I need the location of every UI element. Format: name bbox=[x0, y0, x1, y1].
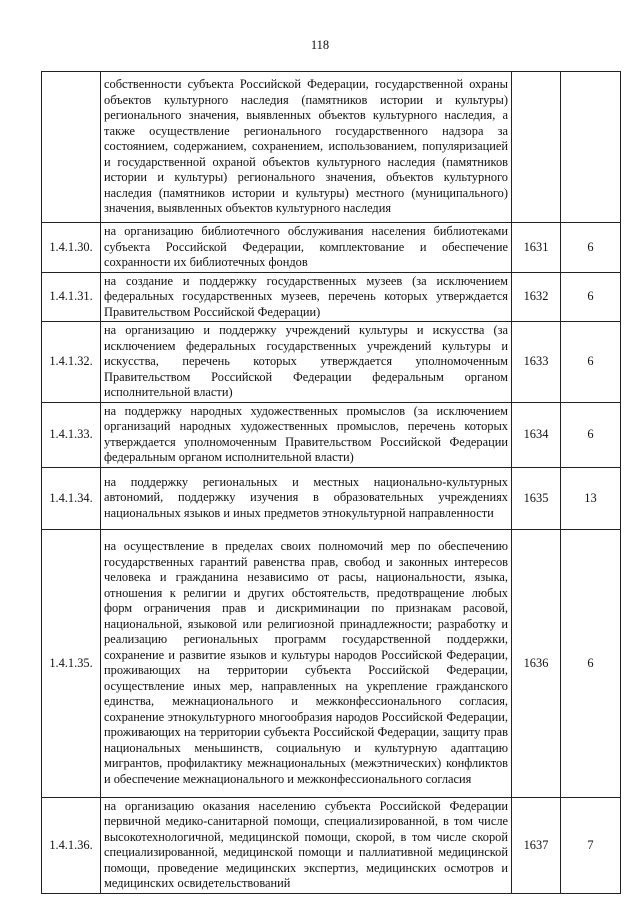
row-value: 6 bbox=[561, 223, 621, 273]
row-number: 1.4.1.32. bbox=[42, 322, 101, 403]
row-value: 7 bbox=[561, 797, 621, 893]
row-description: на организацию и поддержку учреждений культуры и искусства (за исключением федеральных государственных учреждений культуры и искусства, перечень которых утверждается уполномоченным Правительством Российской Федерации федеральным органом исполнительной власти) bbox=[104, 323, 508, 399]
row-description: на поддержку региональных и местных национально-культурных автономий, поддержку изучения в образовательных учреждениях национальных языков и иных предметов этнокультурной направленности bbox=[104, 474, 508, 520]
row-number: 1.4.1.31. bbox=[42, 272, 101, 322]
table-row bbox=[42, 272, 621, 322]
table-row bbox=[42, 72, 621, 223]
row-value: 6 bbox=[561, 402, 621, 467]
row-number: 1.4.1.34. bbox=[42, 467, 101, 529]
row-description: на организацию библиотечного обслуживания населения библиотеками субъекта Российской Федерации, комплектование и обеспечение сохранности их библиотечных фондов bbox=[104, 224, 508, 269]
row-value bbox=[561, 72, 621, 223]
row-code: 1636 bbox=[512, 529, 561, 797]
row-description: на поддержку народных художественных промыслов (за исключением организаций народных художественных промыслов, перечень которых утверждается уполномоченным Правительством Российской Федерации федеральным органом исполнительной власти) bbox=[104, 403, 508, 464]
row-code: 1632 bbox=[512, 272, 561, 322]
table-row bbox=[42, 797, 621, 893]
row-number: 1.4.1.33. bbox=[42, 402, 101, 467]
row-code: 1634 bbox=[512, 402, 561, 467]
row-value: 6 bbox=[561, 272, 621, 322]
table-row bbox=[42, 529, 621, 797]
table-row bbox=[42, 223, 621, 273]
row-number bbox=[42, 72, 101, 223]
page-number: 118 bbox=[310, 38, 330, 52]
table-row bbox=[42, 322, 621, 403]
row-number: 1.4.1.36. bbox=[42, 797, 101, 893]
row-description: на осуществление в пределах своих полномочий мер по обеспечению государственных гарантий равенства прав, свобод и законных интересов человека и гражданина независимо от расы, национальности, языка, отношения к религии и других обстоятельств, предотвращение любых форм ограничения прав и дискриминации по признакам расовой, национальной, языковой или религиозной принадлежности; разработку и реализацию региональных программ государственной поддержки, сохранение и развитие языков и культуры народов Российской Федерации, проживающих на территории субъекта Российской Федерации, осуществление иных мер, направленных на укрепление гражданского единства, межнационального и межконфессионального согласия, сохранение этнокультурного многообразия народов Российской Федерации, проживающих на территории субъекта Российской Федерации, защиту прав национальных меньшинств, социальную и культурную адаптацию мигрантов, профилактику межнациональных (межэтнических) конфликтов и обеспечение межнационального и межконфессионального согласия bbox=[104, 539, 508, 786]
row-code: 1633 bbox=[512, 322, 561, 403]
row-value: 13 bbox=[561, 467, 621, 529]
row-code bbox=[512, 72, 561, 223]
row-code: 1637 bbox=[512, 797, 561, 893]
row-code: 1635 bbox=[512, 467, 561, 529]
row-description: на создание и поддержку государственных музеев (за исключением федеральных государственных музеев, перечень которых утверждается Правительством Российской Федерации) bbox=[104, 273, 508, 319]
row-number: 1.4.1.35. bbox=[42, 529, 101, 797]
row-number: 1.4.1.30. bbox=[42, 223, 101, 273]
row-code: 1631 bbox=[512, 223, 561, 273]
document-table bbox=[41, 71, 621, 894]
row-description: собственности субъекта Российской Федерации, государственной охраны объектов культурного наследия (памятников истории и культуры) регионального значения, выявленных объектов культурного наследия, а также осуществление регионального государственного надзора за состоянием, содержанием, сохранением, использованием, популяризацией и государственной охраной объектов культурного наследия (памятников истории и культуры) регионального значения, объектов культурного наследия (памятников истории и культуры) местного (муниципального) значения, выявленных объектов культурного наследия bbox=[104, 77, 508, 216]
row-value: 6 bbox=[561, 529, 621, 797]
row-description: на организацию оказания населению субъекта Российской Федерации первичной медико-санитарной помощи, специализированной, в том числе высокотехнологичной, медицинской помощи, скорой, в том числе скорой специализированной, медицинской помощи и паллиативной медицинской помощи, проведение медицинских экспертиз, медицинских осмотров и медицинских освидетельствований bbox=[104, 798, 508, 890]
row-value: 6 bbox=[561, 322, 621, 403]
table-row bbox=[42, 402, 621, 467]
table-row bbox=[42, 467, 621, 529]
